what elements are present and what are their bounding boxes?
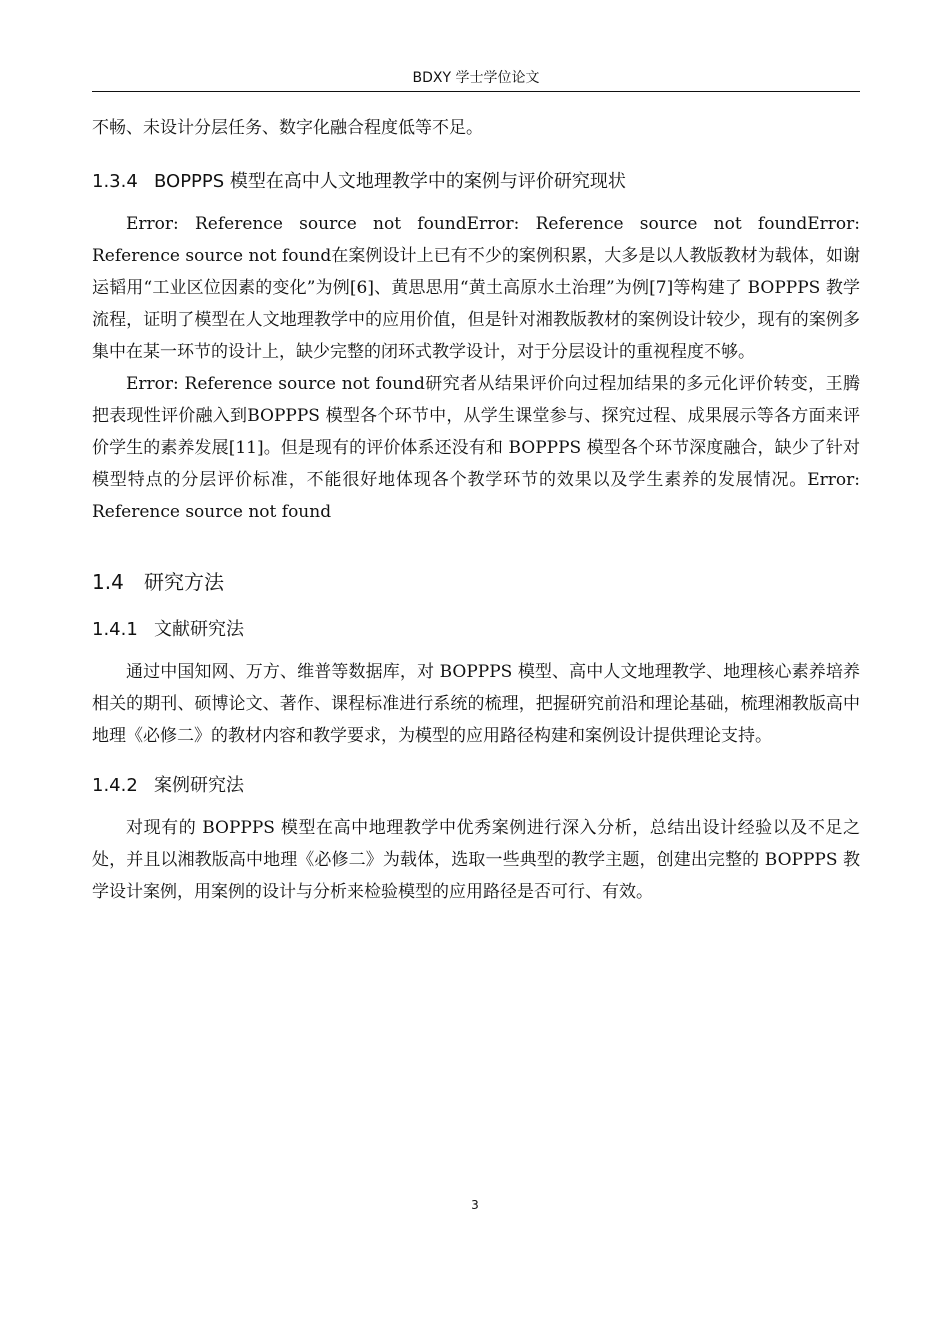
- paragraph-evaluation-research: Error: Reference source not found研究者从结果评价向过程加结果的多元化评价转变，王腾把表现性评价融入到BOPPPS 模型各个环节中，从学生课堂参与、探究过程、成果展示等各方面来评价学生的素养发展[11]。但是现有的评价体系还没有和 BOPPPS 模型各个环节深度融合，缺少了针对模型特点的分层评价标准，不能很好地体现各个教学环节的效果以及学生素养的发展情况。Error: Reference source not found: [92, 374, 860, 522]
- paragraph-case-method: 对现有的 BOPPPS 模型在高中地理教学中优秀案例进行深入分析，总结出设计经验以及不足之处，并且以湘教版高中地理《必修二》为载体，选取一些典型的教学主题，创建出完整的 BOPPPS 教学设计案例，用案例的设计与分析来检验模型的应用路径是否可行、有效。: [92, 818, 860, 902]
- page-body: [92, 112, 860, 908]
- section-number: 1.4.2: [92, 775, 138, 796]
- paragraph-case-research: Error: Reference source not foundError: Reference source not foundError: Reference source not found在案例设计上已有不少的案例积累，大多是以人教版教材为载体，如谢运韬用“工业区位因素的变化”为例[6]、黄思思用“黄土高原水土治理”为例[7]等构建了 BOPPPS 教学流程，证明了模型在人文地理教学中的应用价值，但是针对湘教版教材的案例设计较少，现有的案例多集中在某一环节的设计上，缺少完整的闭环式教学设计，对于分层设计的重视程度不够。: [92, 214, 860, 362]
- section-heading-1-3-4: [92, 166, 860, 198]
- section-heading-1-4-2: [92, 770, 860, 802]
- section-heading-1-4: [92, 566, 860, 598]
- paragraph-continuation: 不畅、未设计分层任务、数字化融合程度低等不足。: [92, 118, 483, 138]
- section-number: 1.3.4: [92, 171, 138, 192]
- section-title: 文献研究法: [154, 619, 244, 640]
- section-title: 研究方法: [144, 570, 224, 594]
- paragraph-literature-method: 通过中国知网、万方、维普等数据库，对 BOPPPS 模型、高中人文地理教学、地理核心素养培养相关的期刊、硕博论文、著作、课程标准进行系统的梳理，把握研究前沿和理论基础，梳理湘教版高中地理《必修二》的教材内容和教学要求，为模型的应用路径构建和案例设计提供理论支持。: [92, 662, 860, 746]
- section-number: 1.4.1: [92, 619, 138, 640]
- section-title: 案例研究法: [154, 775, 244, 796]
- section-title: BOPPPS 模型在高中人文地理教学中的案例与评价研究现状: [154, 171, 626, 192]
- header-title: BDXY 学士学位论文: [412, 70, 540, 86]
- running-header: [92, 66, 860, 92]
- section-number: 1.4: [92, 570, 124, 594]
- page-number: 3: [471, 1198, 479, 1212]
- section-heading-1-4-1: [92, 614, 860, 646]
